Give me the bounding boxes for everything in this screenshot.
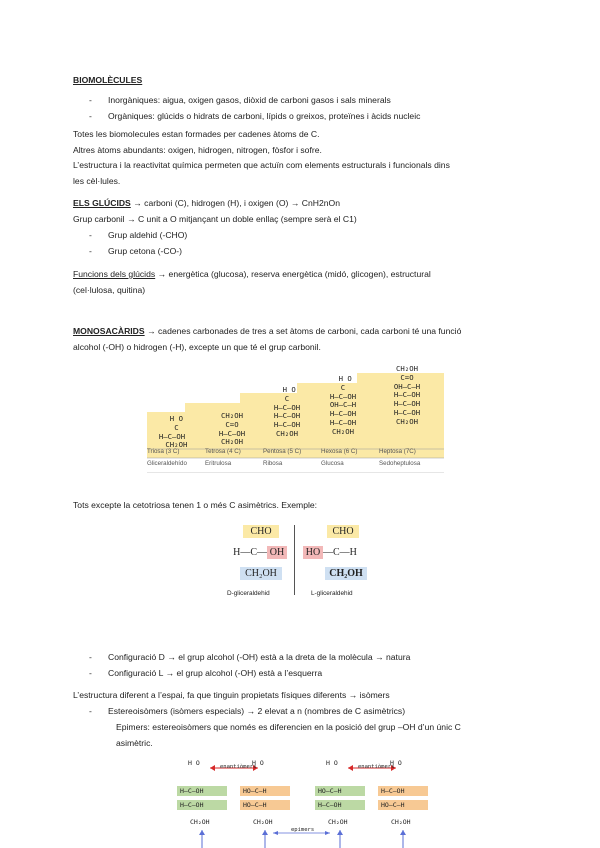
arrow-head — [262, 830, 268, 835]
example-label: Glucosa — [321, 460, 344, 467]
config-bullet: Configuració L → el grup alcohol (-OH) està a l’esquerra — [108, 668, 323, 678]
arrow-head — [337, 830, 343, 835]
row-ho-c-h: HO—C—H — [243, 801, 267, 809]
arrow-head — [210, 765, 215, 771]
d-oh-box: OH — [267, 546, 287, 559]
intro-bullet: Orgàniques: glúcids o hidrats de carboni, lípids o greixos, proteïnes i àcids nucleic — [108, 111, 421, 121]
example-label: Eritrulosa — [205, 460, 232, 467]
bullet-dash: - — [89, 668, 92, 678]
example-label: Gliceraldehído — [147, 460, 187, 467]
glucids-line — [73, 197, 340, 210]
example-label: Sedoheptulosa — [379, 460, 421, 467]
epimers-line-2: asimètric. — [116, 738, 153, 748]
ch2oh-bottom: CH₂OH — [391, 818, 411, 826]
l-ho-box: HO — [303, 546, 323, 559]
intro-line: les cèl·lules. — [73, 176, 121, 186]
example-label: Ribosa — [263, 460, 283, 467]
monosacarids-heading: MONOSACÀRIDS — [73, 326, 145, 336]
type-label: Hexosa (6 C) — [321, 448, 358, 455]
type-label: Pentosa (5 C) — [263, 448, 302, 455]
page-title: BIOMOLÈCULES — [73, 75, 143, 85]
intro-line: Totes les biomolecules estan formades per cadenes àtoms de C. — [73, 129, 320, 139]
group-item: Grup cetona (-CO-) — [108, 246, 183, 256]
glucids-heading: ELS GLÚCIDS — [73, 198, 131, 208]
group-item: Grup aldehid (-CHO) — [108, 230, 188, 240]
arrow-head — [400, 830, 406, 835]
stereo-bullet: Estereoisòmers (isòmers especials) → 2 elevat a n (nombres de C asimètrics) — [108, 706, 406, 716]
row-h-c-oh: H—C—OH — [180, 801, 204, 809]
ch2oh-bottom: CH₂OH — [253, 818, 273, 826]
arrow-head — [348, 765, 353, 771]
d-ch2oh-box: CH₂OH — [240, 567, 282, 580]
bullet-dash: - — [89, 111, 92, 121]
type-label: Triosa (3 C) — [147, 448, 180, 455]
cho-top: H O — [326, 759, 338, 767]
epimers-label: epimers — [291, 827, 315, 833]
cho-top: H O — [390, 759, 402, 767]
bullet-dash: - — [89, 246, 92, 256]
hexose-structure: H O C H—C—OH OH—C—H H—C—OH H—C—OH CH₂OH — [329, 374, 357, 436]
bullet-dash: - — [89, 706, 92, 716]
tetrose-structure: CH₂OH C=O H—C—OH CH₂OH — [218, 411, 246, 447]
arrow-head — [325, 831, 330, 835]
type-label: Heptosa (7C) — [379, 448, 416, 455]
ch2oh-bottom: CH₂OH — [190, 818, 210, 826]
carbonyl-line: Grup carbonil → C unit a O mitjançant un doble enllaç (sempre serà el C1) — [73, 214, 357, 224]
monosacarids-line — [73, 325, 461, 338]
enantiomers-label: enantiòmers — [358, 764, 395, 770]
row-h-c-oh: H—C—OH — [318, 801, 342, 809]
pentose-structure: H O C H—C—OH H—C—OH H—C—OH CH₂OH — [273, 385, 301, 438]
cho-top: H O — [188, 759, 200, 767]
config-bullet: Configuració D → el grup alcohol (-OH) està a la dreta de la molècula → natura — [108, 652, 411, 662]
epimers-line: Epimers: estereoisòmers que només es diferencien en la posició del grup –OH d’un únic C — [116, 722, 461, 732]
intro-bullet: Inorgàniques: aigua, oxigen gasos, diòxid de carboni gasos i sals minerals — [108, 95, 391, 105]
ch2oh-bottom: CH₂OH — [328, 818, 348, 826]
stereoisomers-figure — [170, 756, 440, 848]
bullet-dash: - — [89, 652, 92, 662]
row-ho-c-h: HO—C—H — [381, 801, 405, 809]
row-ho-c-h: HO—C—H — [318, 787, 342, 795]
row-h-c-oh: H—C—OH — [180, 787, 204, 795]
bullet-dash: - — [89, 95, 92, 105]
functions-text: → energètica (glucosa), reserva energètica (midó, glicogen), estructural — [155, 269, 431, 279]
glucids-elements: → carboni (C), hidrogen (H), i oxigen (O) → CnH2nOn — [130, 198, 340, 208]
figure-divider — [294, 525, 295, 595]
intro-line: L’estructura i la reactivitat química permeten que actuïn com elements estructurals i funcionals dins — [73, 160, 450, 170]
enantiomers-label: enantiòmers — [220, 764, 257, 770]
l-label: L-gliceraldehid — [311, 590, 353, 597]
glyceraldehyde-figure — [225, 525, 375, 630]
triose-structure: H O C H—C—OH CH₂OH — [156, 414, 188, 450]
l-ch: —C—H — [323, 547, 357, 558]
intro-line: Altres àtoms abundants: oxigen, hidrogen, nitrogen, fòsfor i sofre. — [73, 145, 322, 155]
functions-label: Funcions dels glúcids — [73, 269, 156, 279]
monosacarids-line-2: alcohol (-OH) o hidrogen (-H), excepte un que té el grup carbonil. — [73, 342, 321, 352]
functions-line — [73, 268, 431, 281]
row-h-c-oh: H—C—OH — [381, 787, 405, 795]
type-label: Tetrosa (4 C) — [205, 448, 241, 455]
heptose-structure: CH₂OH C=O OH—C—H H—C—OH H—C—OH H—C—OH CH₂OH — [393, 364, 421, 426]
l-ch2oh-box: CH₂OH — [325, 567, 367, 580]
arrow-head — [199, 830, 205, 835]
isomers-line: L’estructura diferent a l’espai, fa que tinguin propietats físiques diferents → isòmers — [73, 690, 390, 700]
bullet-dash: - — [89, 230, 92, 240]
d-cho-box: CHO — [243, 525, 279, 538]
row-ho-c-h: HO—C—H — [243, 787, 267, 795]
cho-top: H O — [252, 759, 264, 767]
cetotriosa-line: Tots excepte la cetotriosa tenen 1 o més C asimètrics. Exemple: — [73, 500, 318, 510]
l-cho-box: CHO — [327, 525, 359, 538]
monosacarids-text: → cadenes carbonades de tres a set àtoms de carboni, cada carboni té una funció — [144, 326, 462, 336]
functions-line-2: (cel·lulosa, quitina) — [73, 285, 146, 295]
monosaccharides-figure — [147, 365, 444, 473]
arrow-head — [273, 831, 278, 835]
d-hc: H—C— — [233, 547, 267, 558]
d-label: D-gliceraldehid — [227, 590, 270, 597]
